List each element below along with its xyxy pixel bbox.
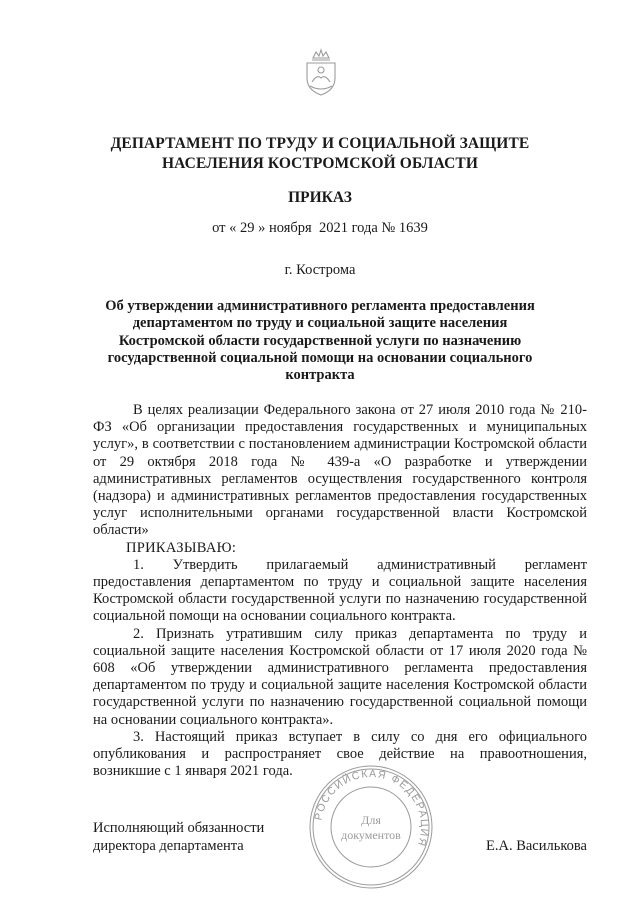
coat-of-arms-icon bbox=[299, 48, 343, 98]
stamp-center-line-1: Для bbox=[361, 813, 381, 827]
order-item-3: 3. Настоящий приказ вступает в силу со дня его официального опубликования и распространяет свое действие на правоотношения, возникшие с 1 января 2021 года. bbox=[93, 728, 587, 780]
order-title: ПРИКАЗ bbox=[288, 189, 352, 206]
stamp-ring-text: РОССИЙСКАЯ ФЕДЕРАЦИЯ bbox=[312, 767, 431, 849]
official-stamp bbox=[306, 762, 436, 892]
department-name bbox=[60, 134, 580, 174]
signatory-role-line-2: директора департамента bbox=[93, 837, 244, 854]
order-subject: Об утверждении административного регламента предоставления департаментом по труду и социальной защите населения Костромской области государственной услуги по назначению государственной социальной помощи на основании социального контракта bbox=[105, 298, 535, 384]
order-date-text: от « 29 » ноября 2021 года № 1639 bbox=[212, 220, 428, 236]
department-line-1: ДЕПАРТАМЕНТ ПО ТРУДУ И СОЦИАЛЬНОЙ ЗАЩИТЕ bbox=[110, 135, 530, 152]
order-item-2: 2. Признать утратившим силу приказ департамента по труду и социальной защите населения Костромской области от 17 июля 2020 года № 608 «Об утверждении административного регламента предоставления департаментом по труду и социальной защите населения Костромской области государственной услуги по назначению государственной социальной помощи на основании социального контракта». bbox=[93, 625, 587, 728]
order-date bbox=[0, 220, 640, 237]
preamble-paragraph: В целях реализации Федерального закона от 27 июля 2010 года № 210-ФЗ «Об организации предоставления государственных и муниципальных услуг», в соответствии с постановлением администрации Костромской области от 29 октября 2018 года № 439-а «О разработке и утверждении административных регламентов осуществления государственного контроля (надзора) и административных регламентов предоставления государственных услуг исполнительными органами государственной власти Костромской области» bbox=[93, 402, 587, 539]
department-line-2: НАСЕЛЕНИЯ КОСТРОМСКОЙ ОБЛАСТИ bbox=[162, 155, 478, 172]
stamp-center-line-2: документов bbox=[341, 828, 401, 842]
signatory-role-line-1: Исполняющий обязанности bbox=[93, 820, 265, 836]
signatory-name: Е.А. Василькова bbox=[485, 838, 587, 854]
order-body bbox=[93, 402, 587, 780]
ordain-line: ПРИКАЗЫВАЮ: bbox=[126, 539, 237, 556]
order-item-1: 1. Утвердить прилагаемый административный регламент предоставления департаментом по труду и социальной защите населения Костромской области государственной услуги по назначению государственной социальной помощи на основании социального контракта. bbox=[93, 556, 587, 625]
city: г. Кострома bbox=[284, 262, 356, 278]
signatory-role bbox=[93, 820, 264, 855]
